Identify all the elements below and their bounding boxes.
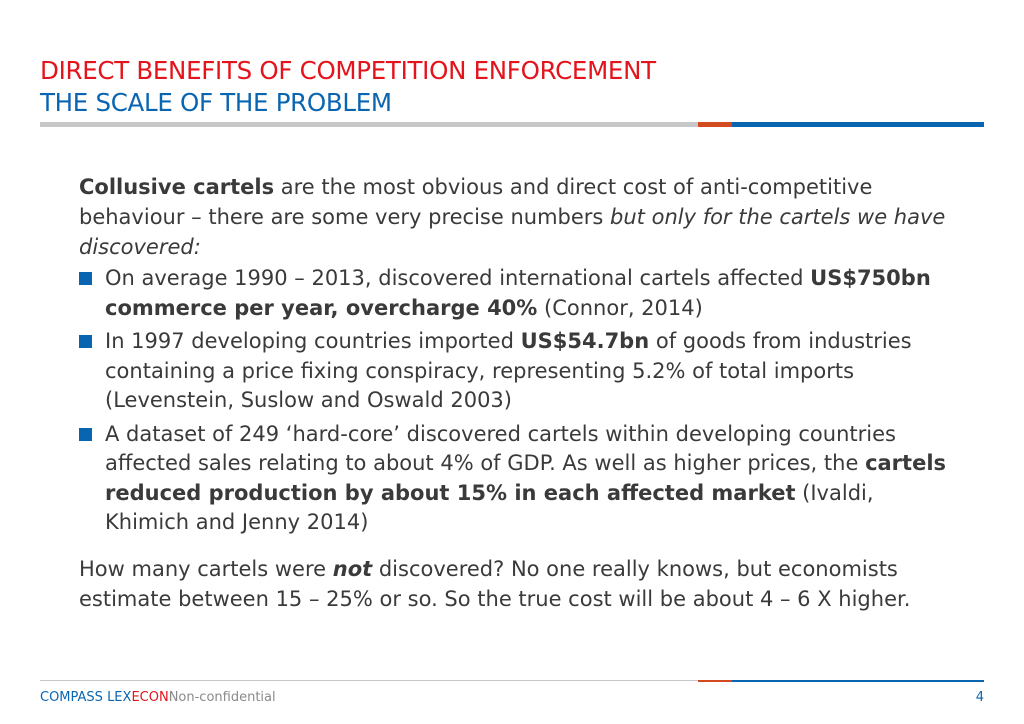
closing-text-post: discovered? No one really knows, but economists estimate between 15 – 25% or so. So the true cost will be about 4 – 6 X higher. [79, 556, 911, 611]
intro-bold: Collusive cartels [79, 175, 275, 199]
closing-emphasis: not [332, 556, 373, 581]
footer-divider-accent-blue [732, 680, 984, 682]
bullet-item [79, 264, 959, 323]
header-divider-grey [40, 122, 698, 127]
bullet-item [79, 327, 959, 416]
brand-logo-part2: ECON [131, 690, 169, 705]
intro-italic: but only for the cartels we have discovered: [79, 205, 946, 259]
bullet-text-pre: On average 1990 – 2013, discovered international cartels affected [105, 266, 811, 290]
closing-paragraph [79, 554, 959, 614]
bullet-text-post: of goods from industries containing a price fixing conspiracy, representing 5.2% of total imports (Levenstein, Suslow and Oswald 2003) [105, 329, 912, 412]
footer [40, 690, 276, 705]
brand-logo-part1: COMPASS LEX [40, 690, 132, 705]
bullet-text-post: (Ivaldi, Khimich and Jenny 2014) [105, 480, 874, 534]
header-divider-accent-red [698, 122, 732, 127]
square-bullet-icon [79, 272, 92, 285]
bullet-text-pre: In 1997 developing countries imported [105, 329, 521, 353]
confidentiality-label: Non-confidential [168, 690, 276, 705]
footer-divider-accent-red [698, 680, 732, 682]
bullet-text-bold: cartels reduced production by about 15% in each affected market [105, 451, 947, 505]
bullet-text-bold: US$54.7bn [520, 329, 650, 353]
slide-body [79, 172, 959, 614]
square-bullet-icon [79, 428, 92, 441]
bullet-text-pre: A dataset of 249 ‘hard-core’ discovered cartels within developing countries affected sales relating to about 4% of GDP. As well as higher prices, the [105, 421, 896, 475]
square-bullet-icon [79, 335, 92, 348]
intro-paragraph [79, 172, 959, 262]
bullet-item [79, 420, 959, 538]
closing-text-pre: How many cartels were [79, 556, 333, 581]
page-number: 4 [975, 690, 984, 705]
slide-subtitle: THE SCALE OF THE PROBLEM [40, 88, 392, 117]
bullet-text-post: (Connor, 2014) [537, 295, 703, 320]
intro-text: are the most obvious and direct cost of anti-competitive behaviour – there are some very precise numbers [79, 175, 873, 229]
bullet-list [79, 264, 959, 538]
slide-title: DIRECT BENEFITS OF COMPETITION ENFORCEMENT [40, 56, 656, 85]
header-divider-accent-blue [732, 122, 984, 127]
bullet-text-bold: US$750bn commerce per year, overcharge 40% [105, 266, 931, 320]
